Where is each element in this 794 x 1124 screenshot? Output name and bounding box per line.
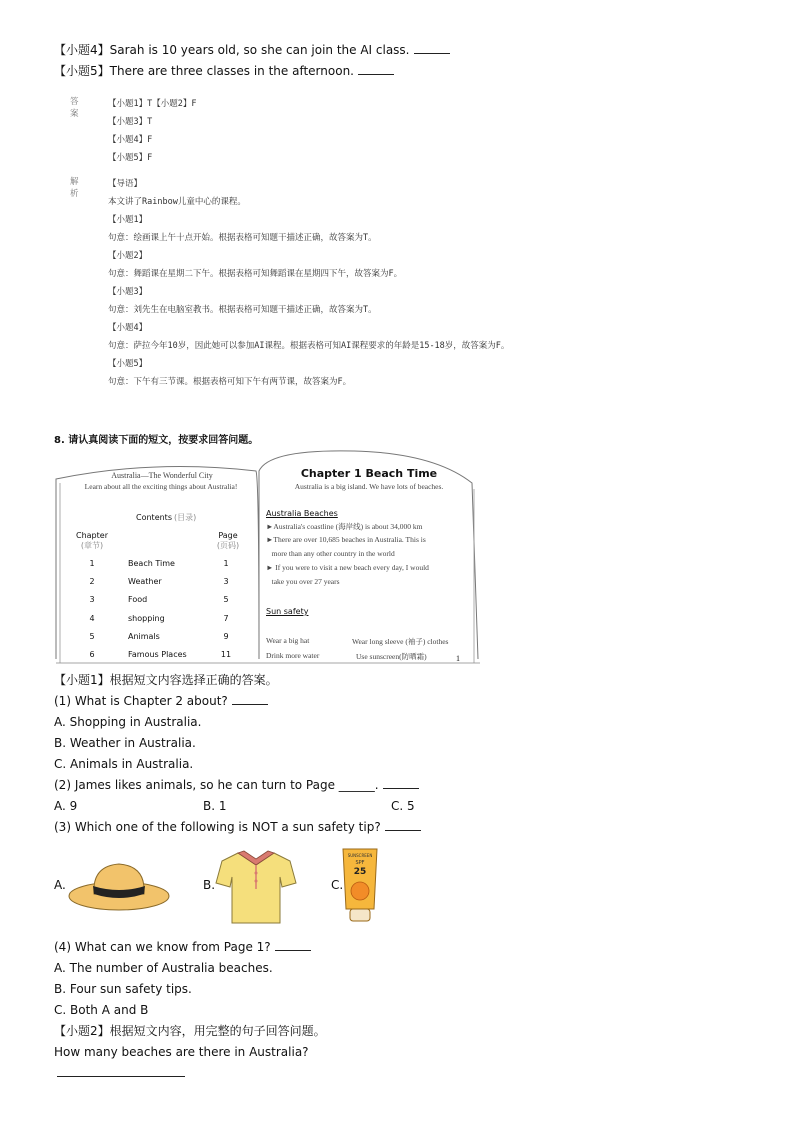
q1-option-c[interactable]: C. Animals in Australia. <box>54 757 194 771</box>
toc-chapter-name: Weather <box>128 577 162 587</box>
tip-sleeves: Wear long sleeve (袖子) clothes <box>352 637 449 646</box>
toc-chapter-name: Famous Places <box>128 650 187 659</box>
analysis-line-11: 【小题5】 <box>108 359 148 369</box>
contents-heading: Contents (目录) <box>136 513 197 522</box>
question-8-title: 8. 请认真阅读下面的短文，按要求回答问题。 <box>54 435 259 446</box>
analysis-line-4: 句意：绘画课上午十点开始。根据表格可知题干描述正确，故答案为T。 <box>108 233 377 243</box>
chapter-column-header: Chapter (章节) <box>76 531 108 550</box>
q3-option-a-label[interactable]: A. <box>54 878 66 892</box>
left-page-subtitle: Learn about all the exciting things about Australia! <box>84 482 238 491</box>
q3-option-b-label[interactable]: B. <box>203 878 216 892</box>
analysis-line-3: 【小题1】 <box>108 215 148 225</box>
part1-q4: (4) What can we know from Page 1? <box>54 939 311 955</box>
beach-fact-line: ►Australia's coastline (海岸线) is about 34,000 km <box>266 522 423 531</box>
q2-option-b[interactable]: B. 1 <box>203 799 227 813</box>
analysis-line-10: 句意：萨拉今年10岁，因此她可以参加AI课程。根据表格可知AI课程要求的年龄是15-18岁，故答案为F。 <box>108 341 510 351</box>
part1-q2: (2) James likes animals, so he can turn to Page ______. <box>54 777 419 793</box>
answer-blank[interactable] <box>232 693 268 705</box>
tip-water: Drink more water <box>266 651 320 660</box>
toc-chapter-number: 2 <box>89 577 95 587</box>
q1-option-b[interactable]: B. Weather in Australia. <box>54 736 196 750</box>
tip-hat: Wear a big hat <box>266 636 310 645</box>
toc-page-number: 9 <box>223 631 229 641</box>
toc-chapter-number: 5 <box>89 631 95 641</box>
beaches-heading: Australia Beaches <box>266 509 338 518</box>
q3-option-c-label[interactable]: C. <box>331 878 344 892</box>
beach-fact-line: take you over 27 years <box>266 577 340 586</box>
answer-line-4: 【小题5】F <box>108 153 153 163</box>
sunscreen-icon[interactable] <box>341 847 379 925</box>
analysis-line-7: 【小题3】 <box>108 287 148 297</box>
toc-chapter-number: 3 <box>89 595 95 605</box>
analysis-line-2: 本文讲了Rainbow儿童中心的课程。 <box>108 197 246 207</box>
toc-page-number: 7 <box>223 613 229 623</box>
part2-heading: 【小题2】根据短文内容，用完整的句子回答问题。 <box>54 1024 326 1038</box>
analysis-label: 解析 <box>70 177 79 199</box>
toc-page-number: 5 <box>223 595 229 605</box>
analysis-line-12: 句意：下午有三节课。根据表格可知下午有两节课，故答案为F。 <box>108 377 352 387</box>
question-4: 【小题4】Sarah is 10 years old, so she can join the AI class. <box>54 42 450 58</box>
toc-chapter-number: 6 <box>89 650 95 659</box>
part1-q3: (3) Which one of the following is NOT a sun safety tip? <box>54 819 421 835</box>
q4-option-a[interactable]: A. The number of Australia beaches. <box>54 961 273 975</box>
tip-sunscreen: Use sunscreen(防晒霜) <box>356 652 427 661</box>
part1-q1: (1) What is Chapter 2 about? <box>54 693 268 709</box>
spf-value: 25 <box>353 867 367 877</box>
answer-blank[interactable] <box>385 819 421 831</box>
toc-chapter-number: 1 <box>89 559 95 568</box>
page-number: 1 <box>456 654 460 663</box>
beach-fact-line: ►There are over 10,685 beaches in Australia. This is <box>266 535 426 544</box>
answer-blank[interactable] <box>383 777 419 789</box>
answer-line-1: 【小题1】T【小题2】F <box>108 99 197 109</box>
part2-question: How many beaches are there in Australia? <box>54 1045 309 1059</box>
answer-lines <box>108 95 196 167</box>
hat-icon[interactable] <box>66 856 172 914</box>
question-5: 【小题5】There are three classes in the afternoon. <box>54 63 394 79</box>
q2-option-c[interactable]: C. 5 <box>391 799 415 813</box>
book-illustration <box>54 449 480 665</box>
analysis-line-5: 【小题2】 <box>108 251 148 261</box>
q4-option-b[interactable]: B. Four sun safety tips. <box>54 982 192 996</box>
answer-blank[interactable] <box>358 63 394 75</box>
analysis-lines <box>108 175 509 391</box>
toc-chapter-name: Animals <box>128 631 160 641</box>
analysis-line-1: 【导语】 <box>108 179 143 189</box>
left-page-title: Australia—The Wonderful City <box>111 471 213 480</box>
sun-safety-heading: Sun safety <box>266 607 309 616</box>
answer-line-2: 【小题3】T <box>108 117 153 127</box>
toc-chapter-number: 4 <box>89 613 95 623</box>
answer-line[interactable] <box>57 1076 185 1077</box>
sunscreen-label: SUNSCREEN <box>347 853 373 858</box>
answer-label: 答案 <box>70 97 79 119</box>
q2-option-a[interactable]: A. 9 <box>54 799 78 813</box>
chapter-subtitle: Australia is a big island. We have lots of beaches. <box>294 482 444 491</box>
answer-blank[interactable] <box>414 42 450 54</box>
chapter-title: Chapter 1 Beach Time <box>300 467 438 480</box>
answer-blank[interactable] <box>275 939 311 951</box>
spf-label: SPF <box>355 860 365 866</box>
page-column-header: Page (页码) <box>216 531 240 550</box>
toc-chapter-name: shopping <box>128 613 165 623</box>
analysis-line-8: 句意：刘先生在电脑室教书。根据表格可知题干描述正确，故答案为T。 <box>108 305 377 315</box>
toc-chapter-name: Food <box>128 595 148 605</box>
analysis-line-6: 句意：舞蹈课在星期二下午。根据表格可知舞蹈课在星期四下午，故答案为F。 <box>108 269 403 279</box>
q1-option-a[interactable]: A. Shopping in Australia. <box>54 715 202 729</box>
analysis-line-9: 【小题4】 <box>108 323 148 333</box>
toc-page-number: 3 <box>223 577 229 587</box>
part1-heading: 【小题1】根据短文内容选择正确的答案。 <box>54 673 278 687</box>
toc-page-number: 11 <box>220 650 232 659</box>
shirt-icon[interactable] <box>214 849 298 925</box>
q4-option-c[interactable]: C. Both A and B <box>54 1003 149 1017</box>
toc-chapter-name: Beach Time <box>128 559 175 568</box>
answer-line-3: 【小题4】F <box>108 135 153 145</box>
beach-fact-line: ► If you were to visit a new beach every day, I would <box>266 563 429 572</box>
toc-page-number: 1 <box>223 559 229 568</box>
beach-fact-line: more than any other country in the world <box>266 549 395 558</box>
